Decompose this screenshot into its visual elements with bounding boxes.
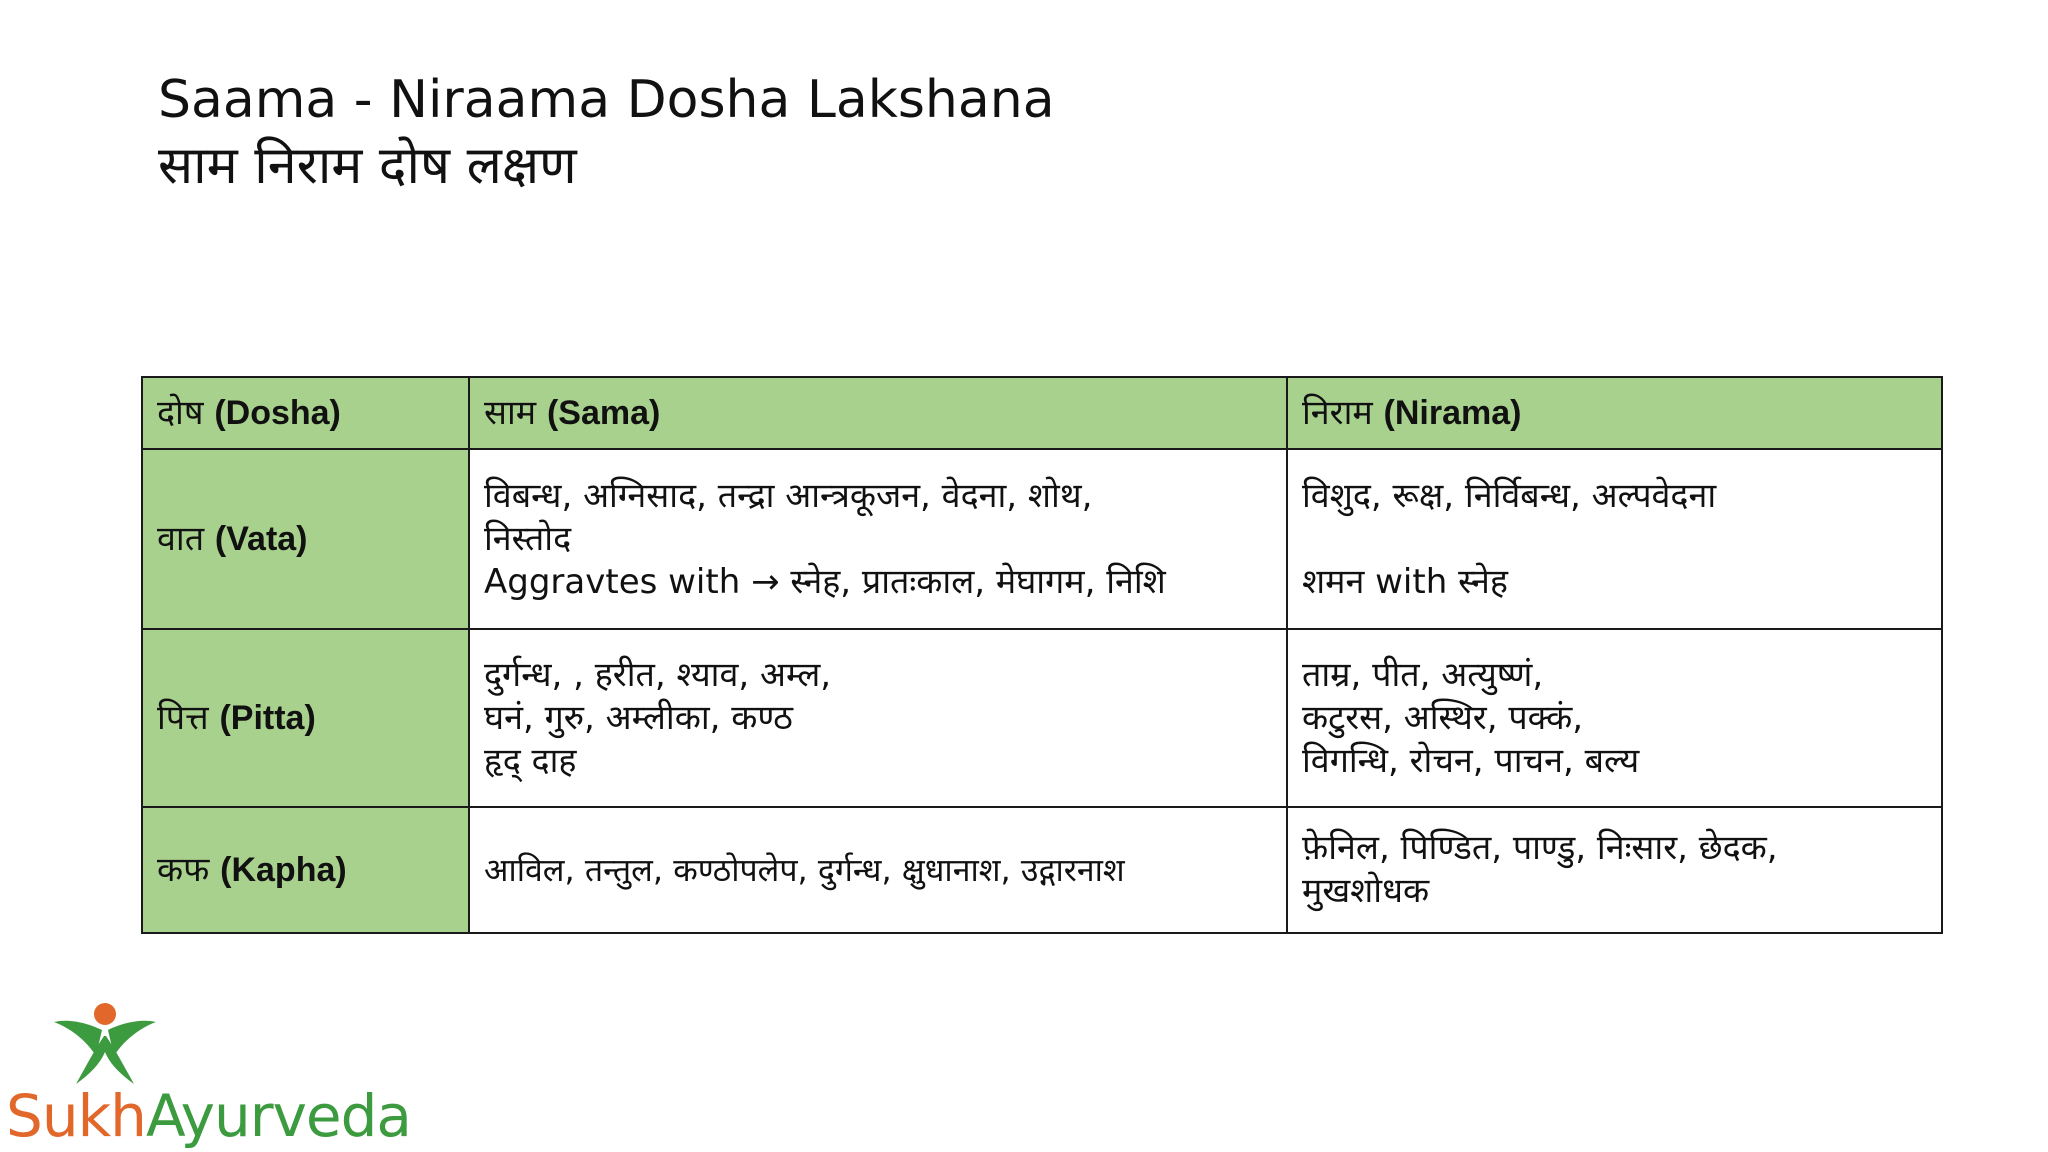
sama-cell-kapha	[469, 807, 1287, 933]
table-row-kapha	[142, 807, 1942, 933]
sama-vata-line: निस्तोद	[484, 518, 572, 559]
slide-title-english: Saama - Niraama Dosha Lakshana	[158, 70, 1055, 130]
header-cell-dosha	[142, 377, 469, 449]
nirama-kapha-line: मुखशोधक	[1302, 871, 1430, 911]
table-row-pitta	[142, 629, 1942, 807]
logo-wordmark	[6, 1082, 411, 1150]
dosha-vata-english: (Vata)	[214, 519, 308, 558]
sama-pitta-line: घनं, गुरु, अम्लीका, कण्ठ	[484, 697, 793, 738]
dosha-table	[141, 376, 1943, 934]
header-nirama-hindi: निराम	[1302, 392, 1373, 433]
nirama-vata-line: शमन with स्नेह	[1302, 561, 1508, 602]
table-header-row	[142, 377, 1942, 449]
dosha-kapha-english: (Kapha)	[220, 850, 347, 889]
nirama-vata-spacer	[1302, 518, 1927, 561]
header-cell-sama	[469, 377, 1287, 449]
sama-cell-pitta	[469, 629, 1287, 807]
header-sama-english: (Sama)	[546, 393, 661, 432]
nirama-pitta-line: ताम्र, पीत, अत्युष्णं,	[1302, 654, 1544, 695]
sama-pitta-line: हृद् दाह	[484, 740, 577, 781]
dosha-pitta-hindi: पित्त	[157, 697, 209, 738]
slide-title-block	[158, 68, 1055, 200]
sama-pitta-line: दुर्गन्ध, , हरीत, श्याव, अम्ल,	[484, 654, 832, 695]
dosha-pitta-english: (Pitta)	[219, 698, 316, 737]
sama-cell-vata	[469, 449, 1287, 629]
dosha-kapha-hindi: कफ	[157, 849, 210, 890]
header-sama-hindi: साम	[484, 392, 537, 433]
dosha-cell-vata	[142, 449, 469, 629]
header-dosha-english: (Dosha)	[214, 393, 341, 432]
nirama-kapha-line: फ़ेनिल, पिण्डित, पाण्डु, निःसार, छेदक,	[1302, 828, 1778, 868]
sama-kapha-line: आविल, तन्तुल, कण्ठोपलेप, दुर्गन्ध, क्षुधानाश, उद्गारनाश	[484, 850, 1125, 889]
dosha-cell-kapha	[142, 807, 469, 933]
nirama-cell-pitta	[1287, 629, 1942, 807]
sama-vata-line: Aggravtes with → स्नेह, प्रातःकाल, मेघागम, निशि	[484, 561, 1166, 602]
nirama-cell-vata	[1287, 449, 1942, 629]
table-row-vata	[142, 449, 1942, 629]
nirama-pitta-line: विगन्धि, रोचन, पाचन, बल्य	[1302, 740, 1640, 781]
header-nirama-english: (Nirama)	[1383, 393, 1522, 432]
nirama-vata-line: विशुद, रूक्ष, निर्विबन्ध, अल्पवेदना	[1302, 475, 1717, 516]
sukh-ayurveda-logo	[6, 1000, 446, 1152]
header-dosha-hindi: दोष	[157, 392, 204, 433]
dosha-vata-hindi: वात	[157, 518, 205, 559]
dosha-cell-pitta	[142, 629, 469, 807]
logo-word-ayurveda: Ayurveda	[145, 1082, 411, 1150]
slide-title-hindi: साम निराम दोष लक्षण	[158, 136, 577, 196]
nirama-cell-kapha	[1287, 807, 1942, 933]
nirama-pitta-line: कटुरस, अस्थिर, पक्कं,	[1302, 697, 1584, 738]
logo-word-sukh: Sukh	[6, 1082, 146, 1150]
header-cell-nirama	[1287, 377, 1942, 449]
sama-vata-line: विबन्ध, अग्निसाद, तन्द्रा आन्त्रकूजन, वेदना, शोथ,	[484, 475, 1093, 516]
